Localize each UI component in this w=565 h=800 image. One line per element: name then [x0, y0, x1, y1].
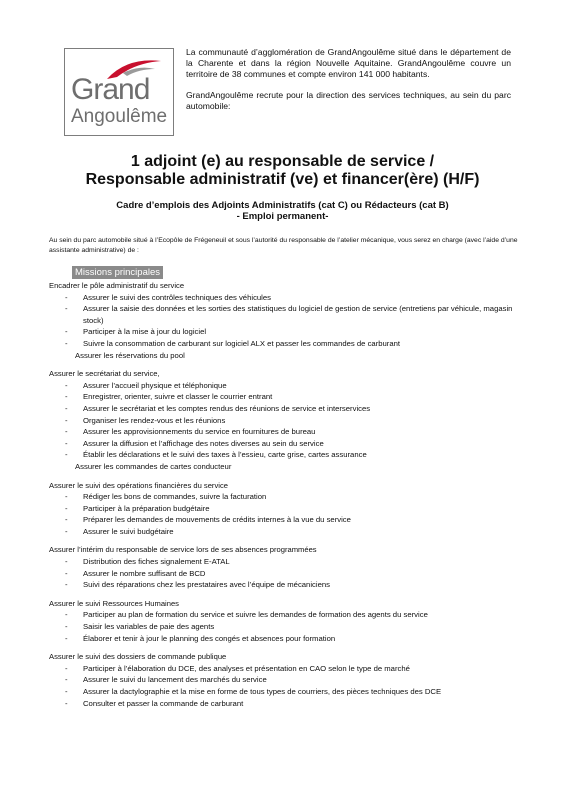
- mission-item: - Suivi des réparations chez les prestataires avec l’équipe de mécaniciens: [49, 579, 519, 591]
- logo-word-angouleme: Angoulême: [71, 106, 168, 127]
- mission-item: - Assurer le secrétariat et les comptes rendus des réunions de service et interservices: [49, 403, 519, 415]
- mission-item: - Rédiger les bons de commandes, suivre la facturation: [49, 491, 519, 503]
- mission-items: [49, 556, 519, 591]
- mission-item: - Distribution des fiches signalement E-ATAL: [49, 556, 519, 568]
- mission-item: - Consulter et passer la commande de carburant: [49, 698, 519, 710]
- mission-items: [49, 609, 519, 644]
- mission-items: [49, 380, 519, 461]
- grandangouleme-logo: [64, 48, 174, 136]
- mission-item: - Organiser les rendez-vous et les réunions: [49, 415, 519, 427]
- mission-item: - Assurer le suivi des contrôles techniques des véhicules: [49, 292, 519, 304]
- intro-paragraph: La communauté d’agglomération de GrandAngoulême situé dans le département de la Charente et dans la région Nouvelle Aquitaine. GrandAngoulême couvre un territoire de 38 communes et compte environ 141 000 habitants.: [186, 47, 511, 79]
- job-grade: Cadre d’emplois des Adjoints Administratifs (cat C) ou Rédacteurs (cat B): [116, 200, 449, 211]
- mission-item: - Participer au plan de formation du service et suivre les demandes de formation des agents du service: [49, 609, 519, 621]
- job-title-line: 1 adjoint (e) au responsable de service /: [130, 153, 435, 170]
- mission-item: - Préparer les demandes de mouvements de crédits internes à la vue du service: [49, 514, 519, 526]
- mission-section: [49, 280, 519, 361]
- mission-heading: Assurer le suivi Ressources Humaines: [49, 598, 179, 608]
- mission-item: - Enregistrer, orienter, suivre et classer le courrier entrant: [49, 391, 519, 403]
- mission-section: [49, 598, 519, 644]
- intro-text: [186, 47, 511, 122]
- mission-item: - Assurer l’accueil physique et téléphonique: [49, 380, 519, 392]
- mission-heading: Assurer le suivi des opérations financières du service: [49, 480, 228, 490]
- mission-item: - Assurer la dactylographie et la mise en forme de tous types de courriers, des pièces techniques des DCE: [49, 686, 519, 698]
- job-title: [0, 153, 565, 189]
- mission-section: [49, 368, 519, 472]
- mission-items: [49, 491, 519, 537]
- mission-item: - Participer à l’élaboration du DCE, des analyses et présentation en CAO selon le type de marché: [49, 663, 519, 675]
- missions-list: [49, 280, 519, 716]
- job-status: - Emploi permanent-: [236, 211, 329, 222]
- mission-item: - Élaborer et tenir à jour le planning des congés et absences pour formation: [49, 633, 519, 645]
- context-text: Au sein du parc automobile situé à l’Ecopôle de Frégeneuil et sous l’autorité du responsable de l’atelier mécanique, vous serez en charge (avec l’aide d’une assistante administrative) de :: [49, 237, 518, 254]
- missions-badge: Missions principales: [72, 266, 163, 279]
- mission-item: - Suivre la consommation de carburant sur logiciel ALX et passer les commandes de carburant: [49, 338, 519, 350]
- mission-item: - Assurer le nombre suffisant de BCD: [49, 568, 519, 580]
- mission-heading: Assurer le suivi des dossiers de commande publique: [49, 652, 227, 662]
- mission-item-extra: Assurer les commandes de cartes conducteur: [75, 461, 232, 471]
- mission-item: - Assurer la diffusion et l’affichage des notes diverses au sein du service: [49, 438, 519, 450]
- mission-item: - Établir les déclarations et le suivi des taxes à l’essieu, carte grise, cartes assurance: [49, 449, 519, 461]
- mission-item: - Assurer les approvisionnements du service en fournitures de bureau: [49, 426, 519, 438]
- intro-paragraph: GrandAngoulême recrute pour la direction des services techniques, au sein du parc automobile:: [186, 90, 511, 111]
- job-subtitle: [0, 200, 565, 222]
- mission-items: [49, 663, 519, 709]
- mission-heading: Assurer l’intérim du responsable de service lors de ses absences programmées: [49, 545, 317, 555]
- mission-item: - Participer à la mise à jour du logiciel: [49, 326, 519, 338]
- mission-item: - Assurer le suivi budgétaire: [49, 526, 519, 538]
- mission-item: - Participer à la préparation budgétaire: [49, 503, 519, 515]
- logo-word-grand: Grand: [71, 73, 150, 106]
- mission-item: - Saisir les variables de paie des agents: [49, 621, 519, 633]
- mission-section: [49, 544, 519, 590]
- mission-items: [49, 292, 519, 350]
- job-title-line: Responsable administratif (ve) et financer(ère) (H/F): [85, 171, 480, 188]
- mission-item: - Assurer la saisie des données et les sorties des statistiques du logiciel de gestion de service (entretiens par véhicule, magasin stock): [49, 303, 519, 326]
- mission-item-extra: Assurer les réservations du pool: [75, 350, 185, 360]
- mission-section: [49, 651, 519, 709]
- mission-heading: Assurer le secrétariat du service,: [49, 369, 160, 379]
- mission-item: - Assurer le suivi du lancement des marchés du service: [49, 674, 519, 686]
- mission-heading: Encadrer le pôle administratif du service: [49, 281, 185, 290]
- mission-section: [49, 480, 519, 538]
